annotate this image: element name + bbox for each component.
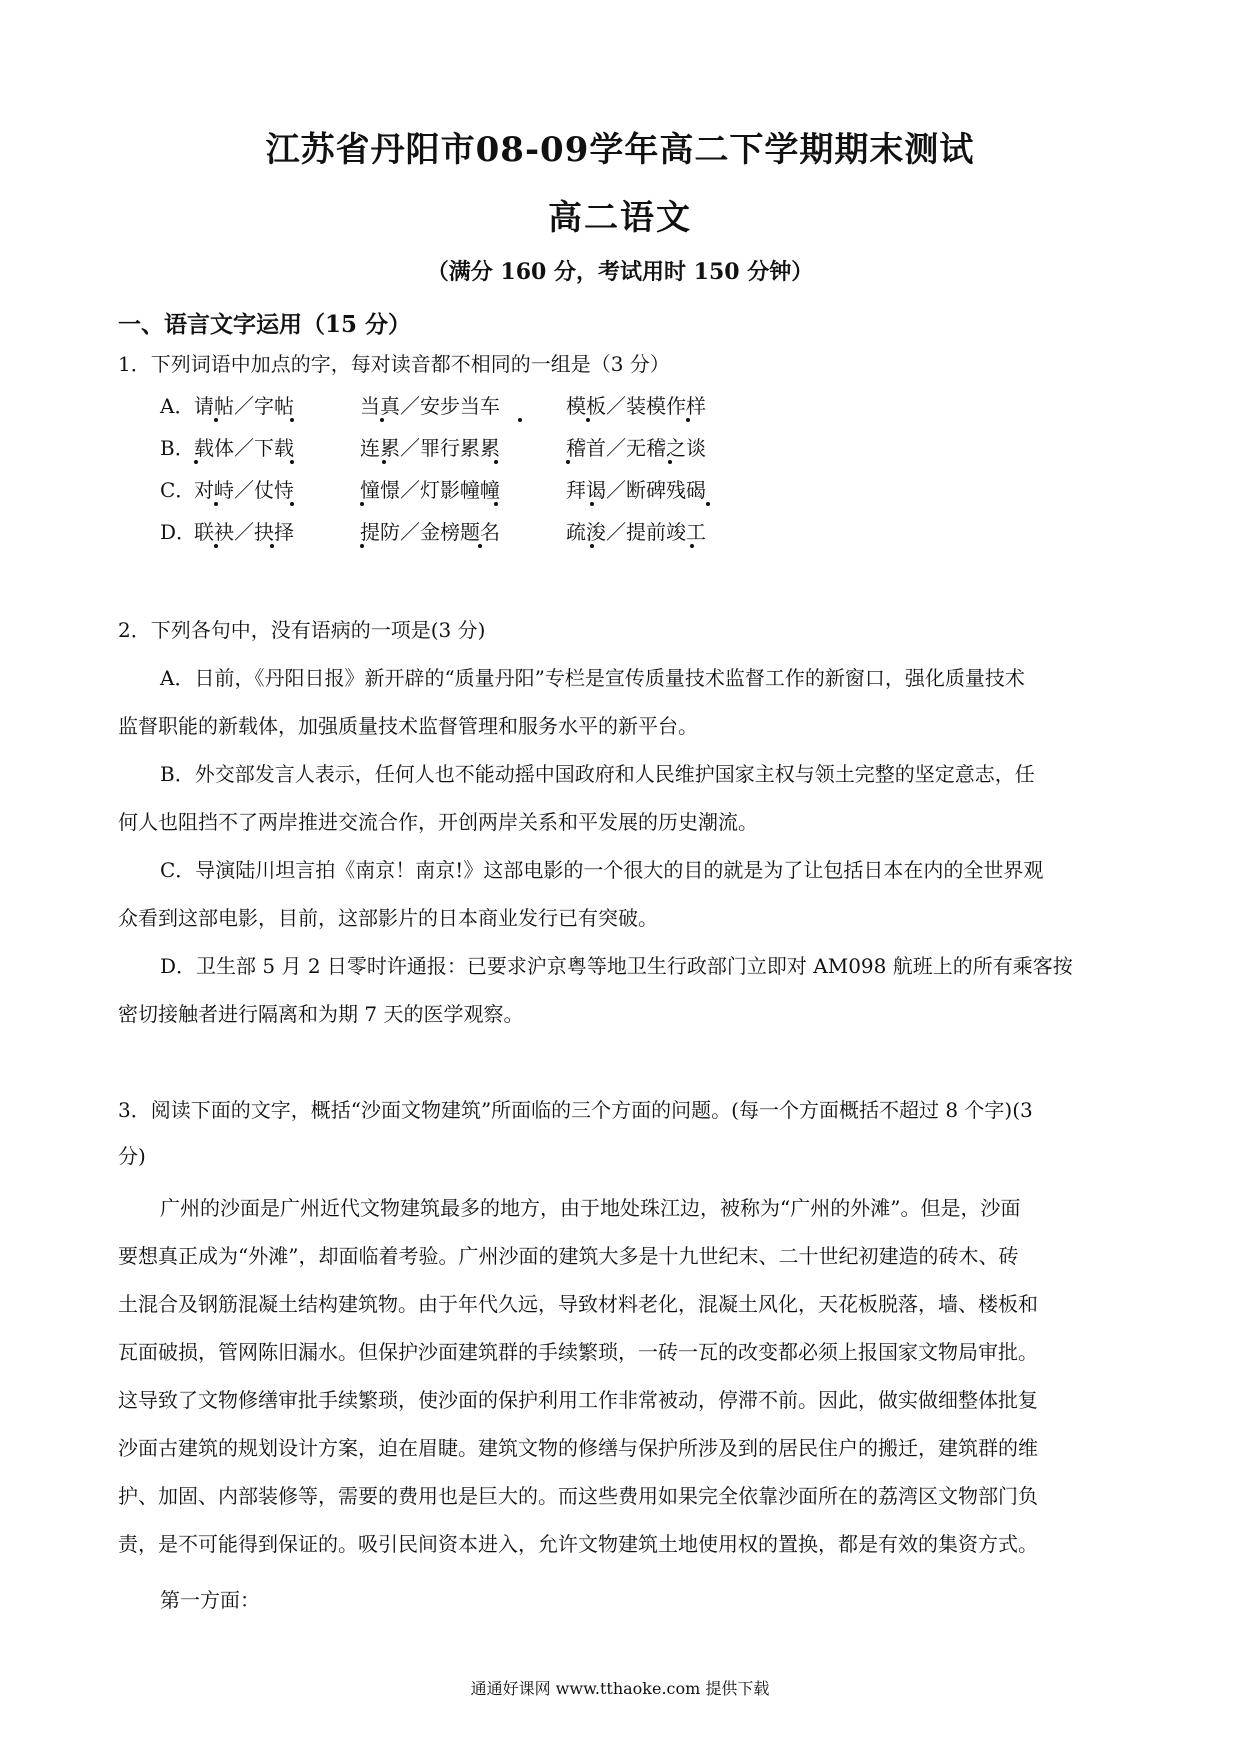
emphasis-dot	[494, 502, 498, 506]
option-word: 连累／罪行累累	[360, 436, 500, 460]
option-word: 联袂／抉择	[194, 520, 294, 544]
option-word: 当真／安步当车	[360, 394, 500, 418]
emphasis-dot	[690, 544, 694, 548]
q3-passage-line: 土混合及钢筋混凝土结构建筑物。由于年代久远，导致材料老化，混凝土风化，天花板脱落，墙、楼板和	[118, 1292, 1038, 1316]
emphasis-dot	[566, 460, 570, 464]
q2-option-c-line2: 众看到这部电影，目前，这部影片的日本商业发行已有突破。	[118, 906, 658, 930]
exam-title: 江苏省丹阳市08-09学年高二下学期期末测试	[265, 130, 975, 170]
option-word: 模板／装模作样	[566, 394, 706, 418]
q2-option-d-line1: D．卫生部 5 月 2 日零时许通报：已要求沪京粤等地卫生行政部门立即对 AM098 航班上的所有乘客按	[160, 954, 1073, 978]
q2-stem: 2．下列各句中，没有语病的一项是(3 分)	[118, 618, 486, 642]
emphasis-dot	[270, 544, 274, 548]
emphasis-dot	[380, 418, 384, 422]
option-word: 载体／下载	[194, 436, 294, 460]
emphasis-dot	[494, 460, 498, 464]
option-word: 拜谒／断碑残碣	[566, 478, 706, 502]
option-label: D．	[160, 520, 197, 544]
emphasis-dot	[194, 460, 198, 464]
option-word: 憧憬／灯影幢幢	[360, 478, 500, 502]
option-label: B．	[160, 436, 195, 460]
emphasis-dot	[706, 502, 710, 506]
emphasis-dot	[360, 502, 364, 506]
q3-passage-line: 要想真正成为“外滩”，却面临着考验。广州沙面的建筑大多是十九世纪末、二十世纪初建造的砖木、砖	[118, 1244, 1019, 1268]
emphasis-dot	[382, 460, 386, 464]
emphasis-dot	[290, 502, 294, 506]
emphasis-dot	[586, 418, 590, 422]
q3-stem-line1: 3．阅读下面的文字，概括“沙面文物建筑”所面临的三个方面的问题。(每一个方面概括不超过 8 个字)(3	[118, 1098, 1033, 1122]
emphasis-dot	[518, 418, 522, 422]
q3-stem-line2: 分)	[118, 1144, 146, 1168]
option-word: 稽首／无稽之谈	[566, 436, 706, 460]
page-footer: 通通好课网 www.tthaoke.com 提供下载	[470, 1679, 770, 1698]
q2-option-c-line1: C．导演陆川坦言拍《南京！南京!》这部电影的一个很大的目的就是为了让包括日本在内的全世界观	[160, 858, 1044, 882]
q3-passage-line: 护、加固、内部装修等，需要的费用也是巨大的。而这些费用如果完全依靠沙面所在的荔湾区文物部门负	[118, 1484, 1038, 1508]
q3-passage-line: 沙面古建筑的规划设计方案，迫在眉睫。建筑文物的修缮与保护所涉及到的居民住户的搬迁，建筑群的维	[118, 1436, 1038, 1460]
q3-passage-line: 广州的沙面是广州近代文物建筑最多的地方，由于地处珠江边，被称为“广州的外滩”。但是，沙面	[160, 1196, 1021, 1220]
q2-option-d-line2: 密切接触者进行隔离和为期 7 天的医学观察。	[118, 1002, 524, 1026]
emphasis-dot	[668, 460, 672, 464]
emphasis-dot	[360, 544, 364, 548]
option-word: 对峙／仗恃	[194, 478, 294, 502]
q3-passage-line: 责，是不可能得到保证的。吸引民间资本进入，允许文物建筑土地使用权的置换，都是有效的集资方式。	[118, 1532, 1038, 1556]
emphasis-dot	[686, 418, 690, 422]
emphasis-dot	[290, 418, 294, 422]
emphasis-dot	[590, 544, 594, 548]
q2-option-a-line2: 监督职能的新载体，加强质量技术监督管理和服务水平的新平台。	[118, 714, 698, 738]
exam-subject: 高二语文	[548, 198, 692, 238]
option-label: C．	[160, 478, 196, 502]
q3-answer-prompt: 第一方面：	[160, 1588, 260, 1612]
emphasis-dot	[290, 460, 294, 464]
option-word: 提防／金榜题名	[360, 520, 500, 544]
q3-passage-line: 瓦面破损，管网陈旧漏水。但保护沙面建筑群的手续繁琐，一砖一瓦的改变都必须上报国家文物局审批。	[118, 1340, 1038, 1364]
emphasis-dot	[214, 544, 218, 548]
emphasis-dot	[590, 502, 594, 506]
emphasis-dot	[478, 544, 482, 548]
exam-note: （满分 160 分，考试用时 150 分钟）	[426, 259, 814, 285]
option-label: A．	[160, 394, 195, 418]
emphasis-dot	[214, 502, 218, 506]
option-word: 请帖／字帖	[194, 394, 294, 418]
q2-option-b-line1: B．外交部发言人表示，任何人也不能动摇中国政府和人民维护国家主权与领土完整的坚定意志，任	[160, 762, 1035, 786]
q1-stem: 1．下列词语中加点的字，每对读音都不相同的一组是（3 分）	[118, 352, 670, 376]
q3-passage-line: 这导致了文物修缮审批手续繁琐，使沙面的保护利用工作非常被动，停滞不前。因此，做实做细整体批复	[118, 1388, 1038, 1412]
emphasis-dot	[214, 418, 218, 422]
q2-option-b-line2: 何人也阻挡不了两岸推进交流合作，开创两岸关系和平发展的历史潮流。	[118, 810, 758, 834]
option-word: 疏浚／提前竣工	[566, 520, 706, 544]
q2-option-a-line1: A．日前，《丹阳日报》新开辟的“质量丹阳”专栏是宣传质量技术监督工作的新窗口，强化质量技术	[160, 666, 1025, 690]
section-heading: 一、语言文字运用（15 分）	[118, 311, 412, 338]
